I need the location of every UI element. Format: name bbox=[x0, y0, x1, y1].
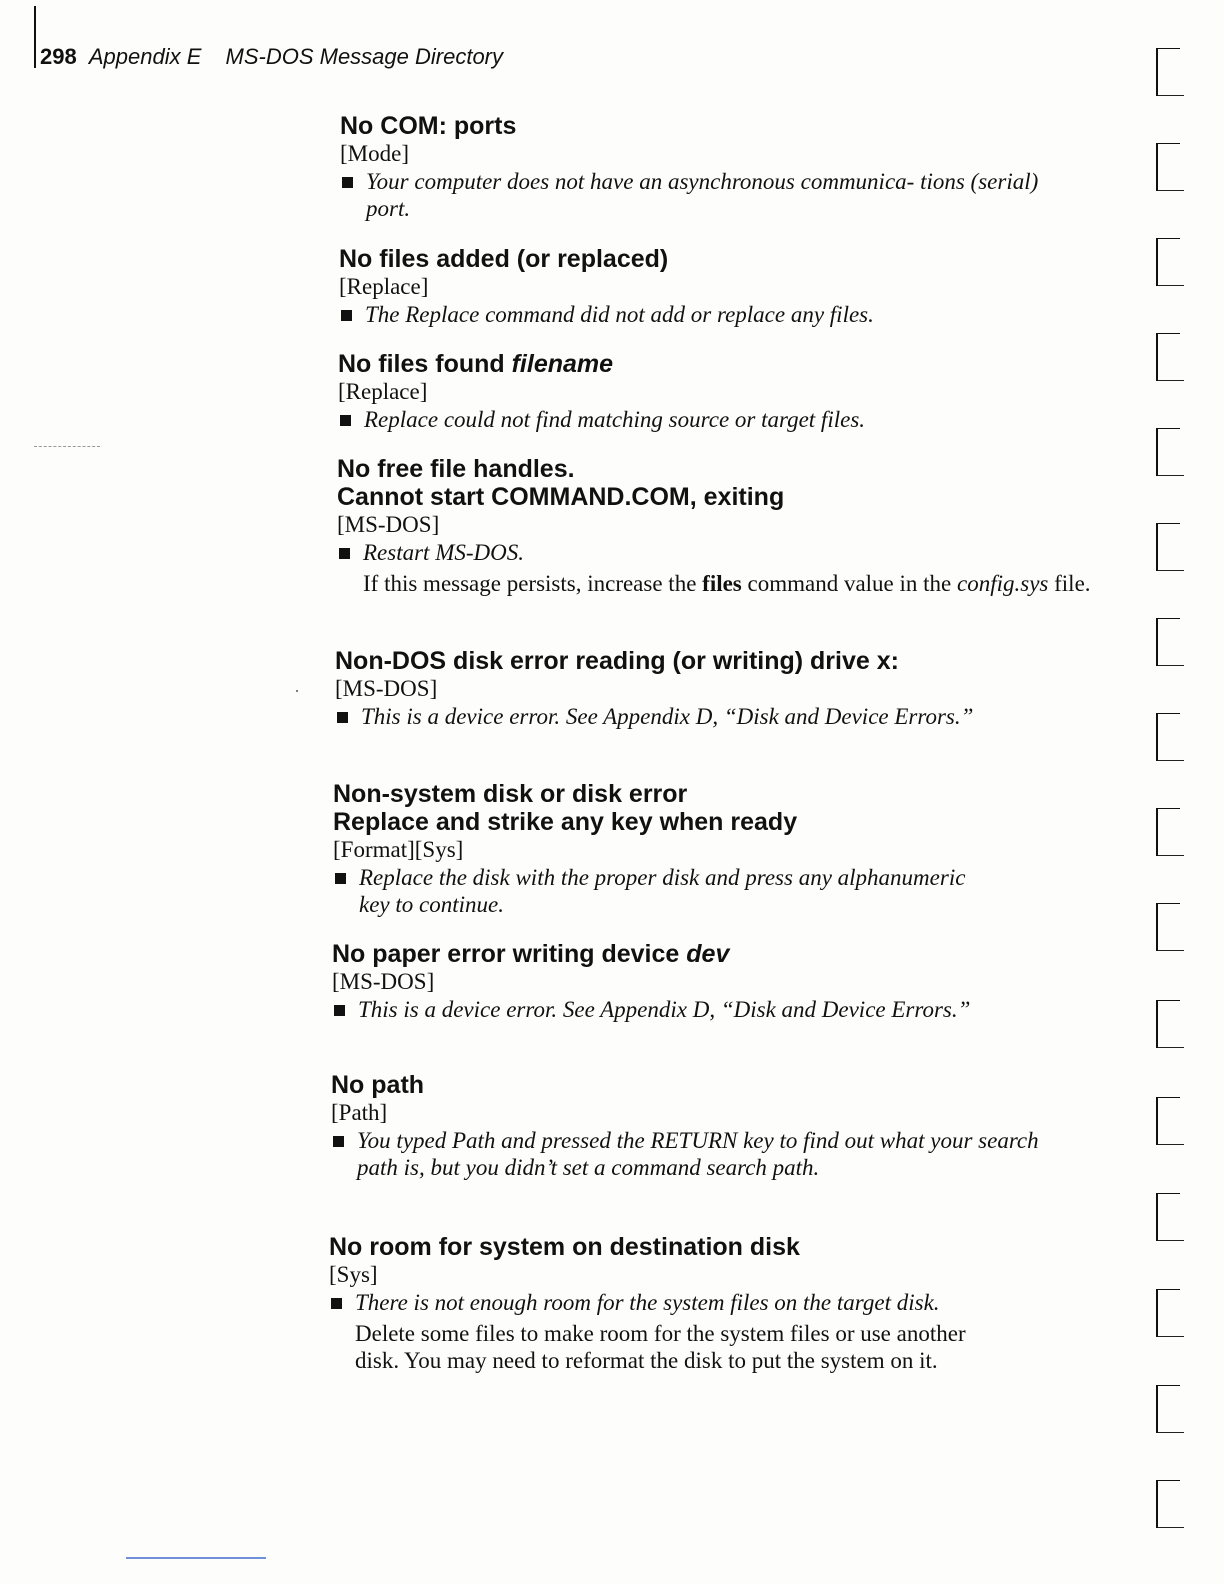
bullet-square-icon bbox=[331, 1298, 342, 1309]
message-explanation: Replace could not find matching source or target files. bbox=[338, 406, 1088, 433]
index-tab bbox=[1156, 1097, 1184, 1145]
message-explanation: There is not enough room for the system files on the target disk. bbox=[329, 1289, 1045, 1316]
message-heading: No files added (or replaced) bbox=[339, 245, 669, 273]
margin-rule bbox=[34, 6, 36, 68]
command-tag: [MS-DOS] bbox=[337, 512, 440, 537]
message-explanation: The Replace command did not add or replace any files. bbox=[339, 301, 1089, 328]
message-explanation: Your computer does not have an asynchronous communica- tions (serial) port. bbox=[340, 168, 1056, 222]
message-heading: No free file handles. bbox=[337, 455, 575, 483]
message-explanation: This is a device error. See Appendix D, “Disk and Device Errors.” bbox=[332, 996, 1038, 1023]
page-title: MS-DOS Message Directory bbox=[225, 44, 504, 69]
message-entry bbox=[332, 940, 1082, 1023]
index-tab bbox=[1156, 1000, 1184, 1048]
page-number: 298 bbox=[40, 44, 77, 69]
message-heading: No COM: ports bbox=[340, 112, 517, 140]
index-tab bbox=[1156, 713, 1184, 761]
message-entry bbox=[339, 245, 1089, 328]
command-tag: [Sys] bbox=[329, 1262, 378, 1287]
heading-variable: filename bbox=[511, 350, 614, 378]
index-tab bbox=[1156, 1193, 1184, 1241]
message-heading: No room for system on destination disk bbox=[329, 1233, 800, 1261]
index-tab bbox=[1156, 808, 1184, 856]
bullet-square-icon bbox=[333, 1136, 344, 1147]
message-heading: Replace and strike any key when ready bbox=[333, 808, 798, 836]
message-heading: Non-DOS disk error reading (or writing) drive x: bbox=[335, 647, 899, 675]
index-tab bbox=[1156, 333, 1184, 381]
command-tag: [Mode] bbox=[340, 141, 409, 166]
margin-dot bbox=[296, 690, 298, 692]
message-entry bbox=[329, 1233, 1079, 1374]
margin-dash bbox=[34, 446, 100, 447]
message-entry bbox=[337, 455, 1097, 597]
index-tab bbox=[1156, 618, 1184, 666]
message-entry bbox=[333, 780, 1083, 918]
bullet-square-icon bbox=[337, 712, 348, 723]
message-heading: No paper error writing device dev bbox=[332, 940, 730, 968]
section-label: Appendix E bbox=[88, 44, 202, 69]
index-tab bbox=[1156, 143, 1184, 191]
bullet-square-icon bbox=[342, 177, 353, 188]
bullet-square-icon bbox=[334, 1005, 345, 1016]
command-tag: [MS-DOS] bbox=[335, 676, 438, 701]
message-heading: No files found filename bbox=[338, 350, 614, 378]
index-tab-highlighted bbox=[1156, 428, 1184, 476]
message-entry bbox=[335, 647, 1085, 730]
command-tag: [MS-DOS] bbox=[332, 969, 435, 994]
bullet-square-icon bbox=[340, 415, 351, 426]
message-note: If this message persists, increase the files command value in the config.sys file. bbox=[363, 571, 1091, 596]
bullet-square-icon bbox=[335, 873, 346, 884]
bullet-square-icon bbox=[341, 310, 352, 321]
command-tag: [Replace] bbox=[339, 274, 429, 299]
message-heading: No path bbox=[331, 1071, 425, 1099]
index-tab bbox=[1156, 1289, 1184, 1337]
command-tag: [Replace] bbox=[338, 379, 428, 404]
message-entry bbox=[338, 350, 1088, 433]
message-entry bbox=[340, 112, 1090, 222]
message-explanation: This is a device error. See Appendix D, “Disk and Device Errors.” bbox=[335, 703, 1041, 730]
index-tab bbox=[1156, 238, 1184, 286]
index-tab bbox=[1156, 1480, 1184, 1528]
heading-variable: dev bbox=[686, 940, 730, 968]
message-explanation: Restart MS-DOS. bbox=[337, 539, 1097, 566]
message-entry bbox=[331, 1071, 1081, 1181]
footer-line bbox=[126, 1557, 266, 1559]
message-explanation: Replace the disk with the proper disk and press any alphanumeric key to continue. bbox=[333, 864, 999, 918]
index-tab bbox=[1156, 1385, 1184, 1433]
running-header bbox=[40, 44, 503, 70]
message-heading: Non-system disk or disk error bbox=[333, 780, 688, 808]
message-heading: Cannot start COMMAND.COM, exiting bbox=[337, 483, 785, 511]
index-tab bbox=[1156, 48, 1184, 96]
command-tag: [Path] bbox=[331, 1100, 388, 1125]
index-tab bbox=[1156, 523, 1184, 571]
bullet-square-icon bbox=[339, 548, 350, 559]
command-tag: [Format][Sys] bbox=[333, 837, 464, 862]
message-note: Delete some files to make room for the system files or use another disk. You may need to reformat the disk to put the system on it. bbox=[355, 1321, 966, 1373]
index-tab bbox=[1156, 903, 1184, 951]
message-explanation: You typed Path and pressed the RETURN key to find out what your search path is, but you didn’t set a command search path. bbox=[331, 1127, 1047, 1181]
